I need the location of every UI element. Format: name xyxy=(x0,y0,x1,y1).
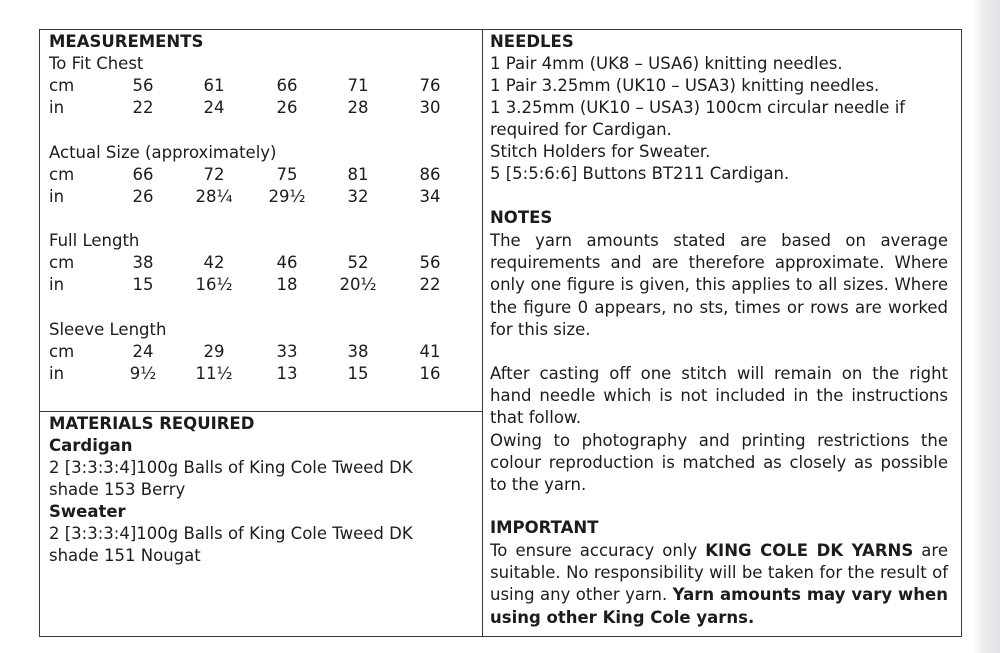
measurement-unit: cm xyxy=(49,342,75,361)
measurement-value: 16 xyxy=(419,364,441,383)
measurement-value: 33 xyxy=(276,342,298,361)
measurement-value: 86 xyxy=(419,165,441,184)
measurements-heading: MEASUREMENTS xyxy=(49,32,204,51)
measurement-value: 16½ xyxy=(195,275,233,294)
measurement-value: 28 xyxy=(347,98,369,117)
important-text: To ensure accuracy only xyxy=(490,541,706,560)
measurement-value: 61 xyxy=(203,76,225,95)
measurement-unit: cm xyxy=(49,165,75,184)
measurement-value: 22 xyxy=(132,98,154,117)
measurement-group-title: Full Length xyxy=(49,231,140,250)
measurement-value: 29½ xyxy=(268,187,306,206)
measurement-value: 28¼ xyxy=(195,187,233,206)
measurement-value: 30 xyxy=(419,98,441,117)
measurement-unit: in xyxy=(49,364,65,383)
measurement-value: 52 xyxy=(347,253,369,272)
sweater-label: Sweater xyxy=(49,502,126,521)
needles-line: 5 [5:5:6:6] Buttons BT211 Cardigan. xyxy=(490,164,790,183)
important-text: are suitable. No responsibility will be taken for the result of using any other yarn. xyxy=(490,541,948,605)
measurement-value: 56 xyxy=(132,76,154,95)
measurement-value: 42 xyxy=(203,253,225,272)
measurement-unit: in xyxy=(49,98,65,117)
needles-line: required for Cardigan. xyxy=(490,120,672,139)
measurement-unit: cm xyxy=(49,76,75,95)
measurement-group-title: Actual Size (approximately) xyxy=(49,143,277,162)
notes-paragraph: The yarn amounts stated are based on average requirements and are therefore approximate. Where only one figure is given, this applies to all sizes. Where the figure 0 appears, no sts, times or rows are worked for this size. xyxy=(490,231,948,339)
measurement-value: 15 xyxy=(347,364,369,383)
important-paragraph xyxy=(490,540,948,629)
needles-line: Stitch Holders for Sweater. xyxy=(490,142,711,161)
measurement-value: 26 xyxy=(132,187,154,206)
measurement-value: 26 xyxy=(276,98,298,117)
notes-paragraph: After casting off one stitch will remain on the right hand needle which is not included in the instructions that follow. xyxy=(490,364,948,428)
measurement-value: 22 xyxy=(419,275,441,294)
section-divider xyxy=(39,411,483,412)
measurement-value: 66 xyxy=(132,165,154,184)
notes-heading: NOTES xyxy=(490,208,553,227)
measurement-group-title: To Fit Chest xyxy=(49,54,144,73)
measurement-unit: in xyxy=(49,187,65,206)
page-edge-shadow xyxy=(973,0,1000,653)
measurement-value: 11½ xyxy=(195,364,233,383)
measurement-unit: cm xyxy=(49,253,75,272)
measurement-value: 15 xyxy=(132,275,154,294)
cardigan-label: Cardigan xyxy=(49,436,133,455)
measurement-value: 38 xyxy=(347,342,369,361)
measurement-value: 72 xyxy=(203,165,225,184)
measurement-value: 32 xyxy=(347,187,369,206)
cardigan-shade-line: shade 153 Berry xyxy=(49,480,186,499)
measurement-value: 66 xyxy=(276,76,298,95)
measurement-value: 13 xyxy=(276,364,298,383)
important-emphasis: KING COLE DK YARNS xyxy=(705,541,914,560)
measurement-value: 24 xyxy=(132,342,154,361)
measurement-value: 34 xyxy=(419,187,441,206)
needles-heading: NEEDLES xyxy=(490,32,574,51)
cardigan-yarn-line: 2 [3:3:3:4]100g Balls of King Cole Tweed DK xyxy=(49,458,413,477)
measurement-value: 38 xyxy=(132,253,154,272)
measurement-value: 56 xyxy=(419,253,441,272)
needles-line: 1 Pair 4mm (UK8 – USA6) knitting needles. xyxy=(490,54,843,73)
needles-line: 1 3.25mm (UK10 – USA3) 100cm circular needle if xyxy=(490,98,906,117)
measurement-value: 81 xyxy=(347,165,369,184)
measurement-unit: in xyxy=(49,275,65,294)
notes-paragraph: Owing to photography and printing restrictions the colour reproduction is matched as closely as possible to the yarn. xyxy=(490,430,948,495)
measurement-value: 46 xyxy=(276,253,298,272)
sweater-yarn-line: 2 [3:3:3:4]100g Balls of King Cole Tweed DK xyxy=(49,524,413,543)
measurement-value: 24 xyxy=(203,98,225,117)
measurement-value: 76 xyxy=(419,76,441,95)
needles-line: 1 Pair 3.25mm (UK10 – USA3) knitting needles. xyxy=(490,76,880,95)
measurement-value: 75 xyxy=(276,165,298,184)
important-heading: IMPORTANT xyxy=(490,518,599,537)
measurement-value: 41 xyxy=(419,342,441,361)
sweater-shade-line: shade 151 Nougat xyxy=(49,546,201,565)
measurement-group-title: Sleeve Length xyxy=(49,320,167,339)
measurement-value: 9½ xyxy=(129,364,157,383)
materials-heading: MATERIALS REQUIRED xyxy=(49,414,255,433)
column-divider xyxy=(482,29,483,637)
measurement-value: 29 xyxy=(203,342,225,361)
measurement-value: 20½ xyxy=(339,275,377,294)
measurement-value: 71 xyxy=(347,76,369,95)
important-warning: Yarn amounts may vary when using other King Cole yarns. xyxy=(490,585,948,627)
measurement-value: 18 xyxy=(276,275,298,294)
